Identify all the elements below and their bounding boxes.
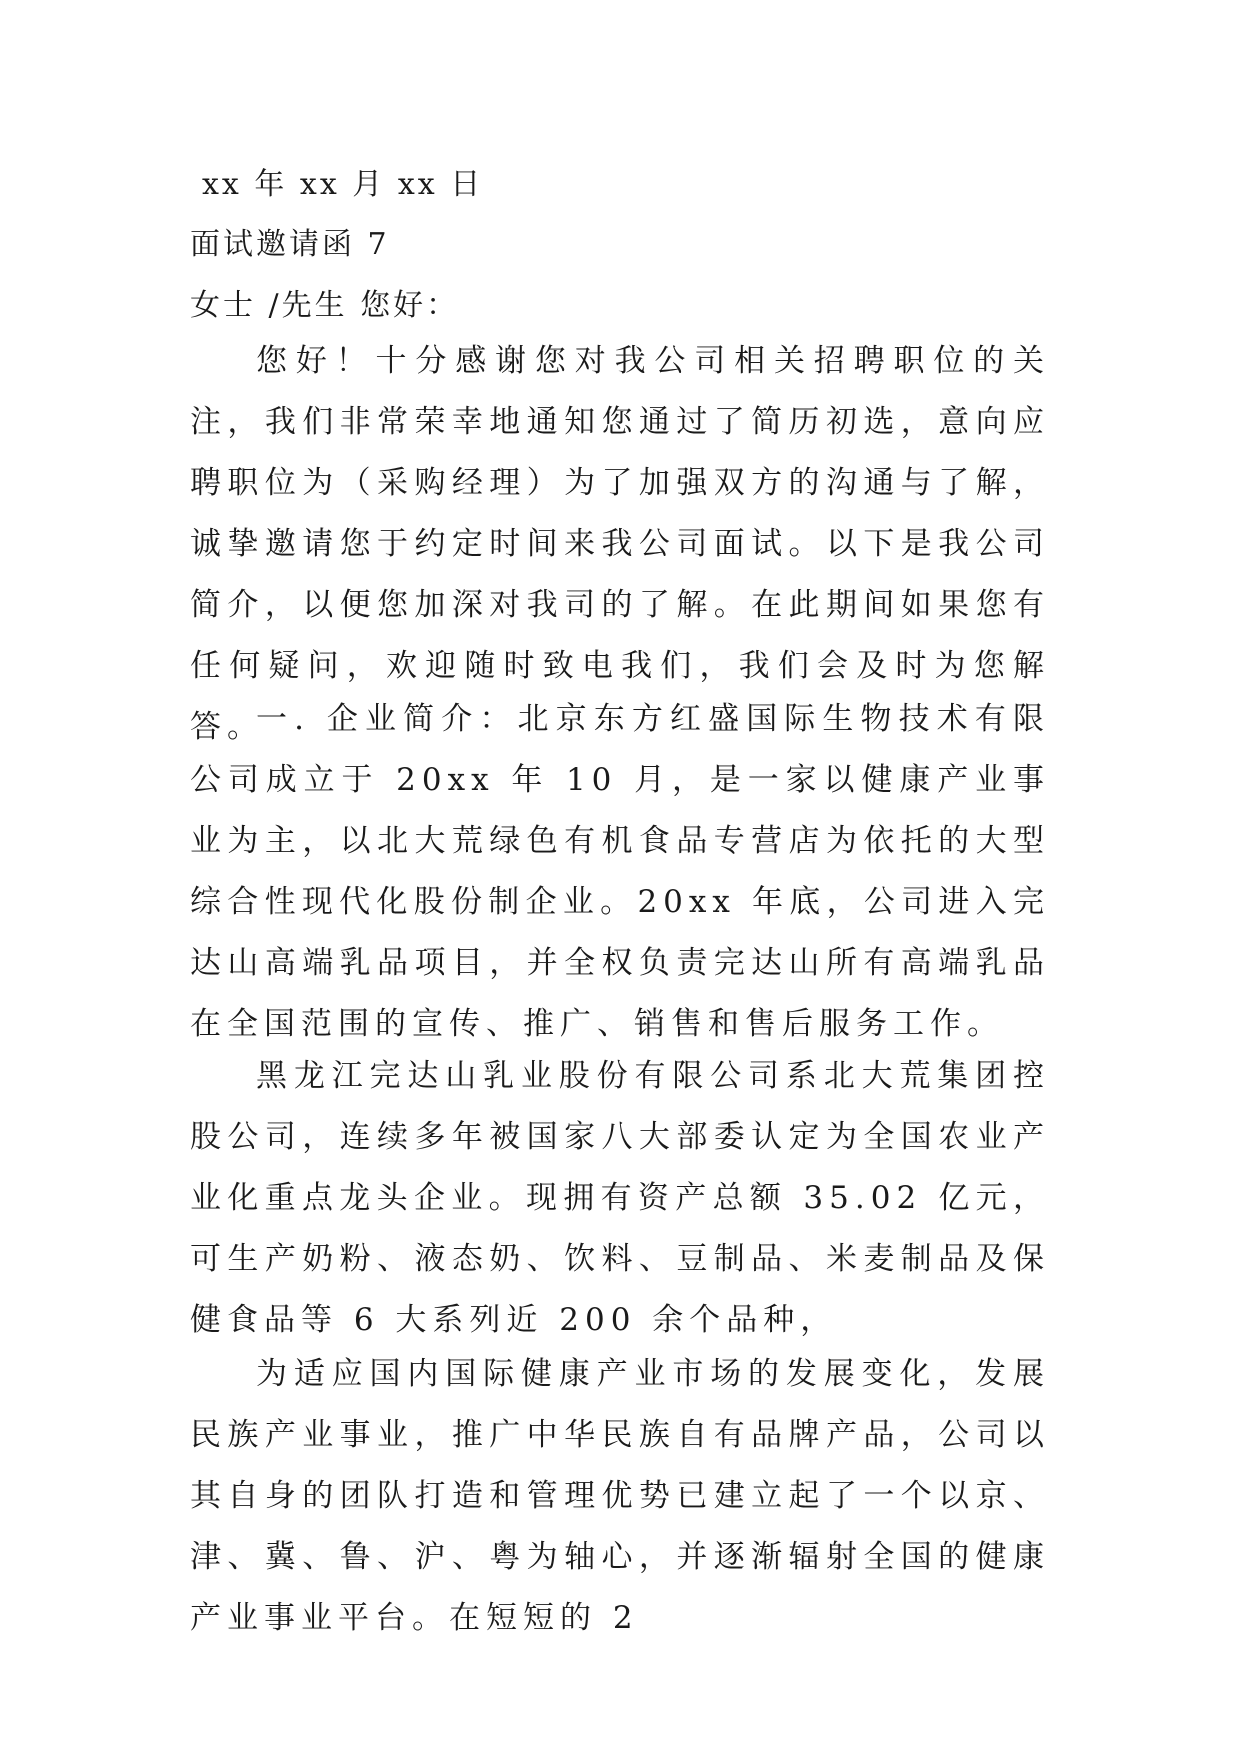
paragraph-development: 为适应国内国际健康产业市场的发展变化，发展民族产业事业，推广中华民族自有品牌产品，公司以其自身的团队打造和管理优势已建立起了一个以京、津、冀、鲁、沪、粤为轴心，并逐渐辐射全国的健康产业事业平台。在短短的 2 xyxy=(190,1356,1050,1636)
paragraph-company-intro: 一. 企业简介：北京东方红盛国际生物技术有限公司成立于 20xx 年 10 月，是一家以健康产业事业为主，以北大荒绿色有机食品专营店为依托的大型综合性现代化股份制企业。20xx 年底，公司进入完达山高端乳品项目，并全权负责完达山所有高端乳品在全国范围的宣传、推广、销售和售后服务工作。 xyxy=(190,701,1050,1042)
letter-date: xx 年 xx 月 xx 日 xyxy=(202,167,484,202)
letter-greeting: 女士 /先生 您好： xyxy=(190,288,460,323)
paragraph-wandashan: 黑龙江完达山乳业股份有限公司系北大荒集团控股公司，连续多年被国家八大部委认定为全国农业产业化重点龙头企业。现拥有资产总额 35.02 亿元，可生产奶粉、液态奶、饮料、豆制品、米麦制品及保健食品等 6 大系列近 200 余个品种， xyxy=(190,1058,1050,1338)
paragraph-invitation: 您好！十分感谢您对我公司相关招聘职位的关注，我们非常荣幸地通知您通过了简历初选，意向应聘职位为（采购经理）为了加强双方的沟通与了解，诚挚邀请您于约定时间来我公司面试。以下是我公司简介，以便您加深对我司的了解。在此期间如果您有任何疑问，欢迎随时致电我们，我们会及时为您解答。 xyxy=(190,343,1050,745)
letter-title: 面试邀请函 7 xyxy=(190,227,390,262)
